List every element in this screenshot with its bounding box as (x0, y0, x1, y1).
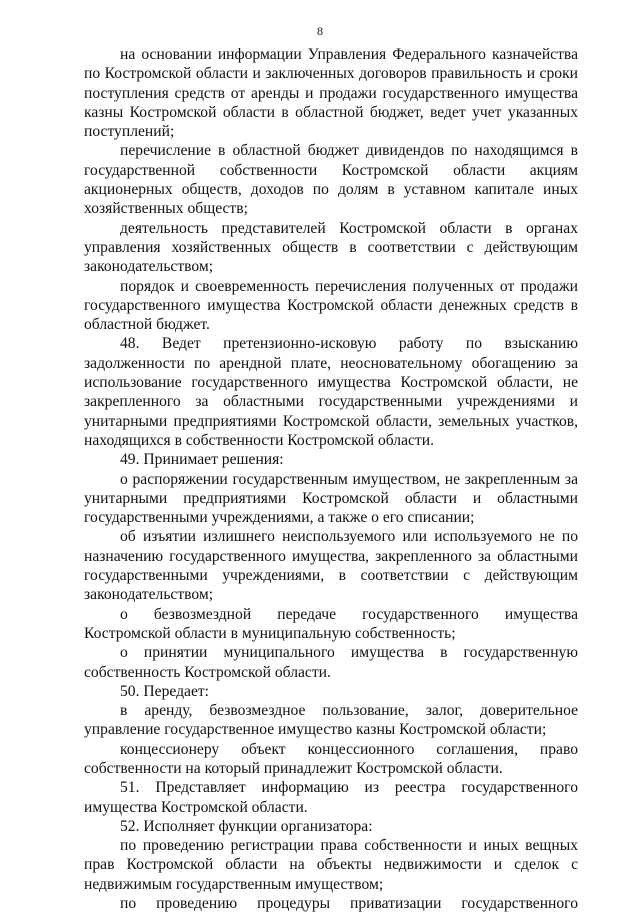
page-number: 8 (317, 24, 323, 38)
paragraph-item-51: 51. Представляет информацию из реестра государственного имущества Костромской области. (84, 779, 578, 816)
paragraph: деятельность представителей Костромской области в органах управления хозяйственных обществ в соответствии с действующим законодательством; (84, 219, 578, 276)
paragraph: о распоряжении государственным имуществом, не закрепленным за унитарными предприятиями Костромской области и областными государственными учреждениями, а также о его списании; (84, 470, 578, 527)
paragraph-continued: по проведению процедуры приватизации государственного (120, 895, 578, 913)
paragraph: на основании информации Управления Федерального казначейства по Костромской области и заключенных договоров правильность и сроки поступления средств от аренды и продажи государственного имущества казны Костромской области в областной бюджет, ведет учет указанных поступлений; (84, 46, 578, 141)
paragraph: порядок и своевременность перечисления полученных от продажи государственного имущества Костромской области денежных средств в областной бюджет. (84, 277, 578, 334)
paragraph: по проведению регистрации права собственности и иных вещных прав Костромской области на объекты недвижимости и сделок с недвижимым государственным имуществом; (84, 837, 578, 893)
paragraph: в аренду, безвозмездное пользование, залог, доверительное управление государственное имущество казны Костромской области; (84, 702, 578, 739)
paragraph: об изъятии излишнего неиспользуемого или используемого не по назначению государственного имущества, закрепленного за областными государственными учреждениями, в соответствии с действующим законодательством; (84, 528, 578, 604)
paragraph: концессионеру объект концессионного соглашения, право собственности на который принадлежит Костромской области. (84, 740, 578, 777)
paragraph-item-50: 50. Передает: (120, 682, 210, 700)
paragraph: о принятии муниципального имущества в государственную собственность Костромской области. (84, 644, 578, 681)
paragraph: перечисление в областной бюджет дивидендов по находящимся в государственной собственности Костромской области акциям акционерных обществ, доходов по долям в уставном капитале иных хозяйственных обществ; (84, 142, 578, 218)
document-body (84, 45, 578, 913)
paragraph-item-49: 49. Принимает решения: (120, 451, 284, 469)
paragraph: о безвозмездной передаче государственного имущества Костромской области в муниципальную собственность; (84, 605, 578, 642)
paragraph-item-52: 52. Исполняет функции организатора: (120, 817, 373, 835)
paragraph-item-48: 48. Ведет претензионно-исковую работу по взысканию задолженности по арендной плате, неосновательному обогащению за использование государственного имущества Костромской области, не закрепленного за областными государственными учреждениями и унитарными предприятиями Костромской области, земельных участков, находящихся в собственности Костромской области. (84, 335, 578, 449)
